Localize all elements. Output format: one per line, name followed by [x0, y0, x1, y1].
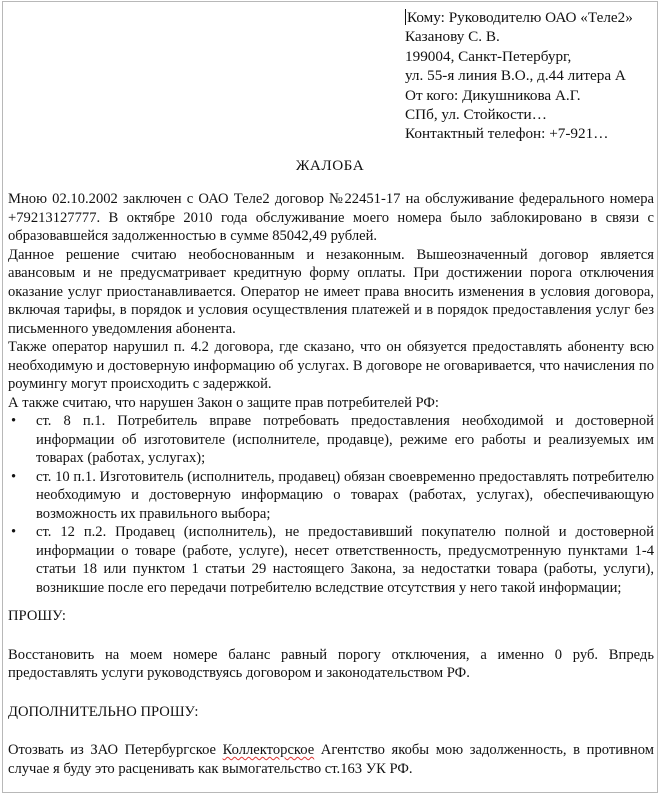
bullet-icon: • — [11, 524, 17, 540]
paragraph-contract: Мною 02.10.2002 заключен с ОАО Теле2 договор №22451-17 на обслуживание федерального номера +79213127777. В октябре 2010 года обслуживание моего номера было заблокировано в связи с образовавшейся задолженностью в сумме 85042,49 рублей. — [8, 191, 654, 244]
list-item — [8, 468, 654, 524]
list-item-text: ст. 8 п.1. Потребитель вправе потребовать предоставления необходимой и достоверной информации об изготовителе (исполнителе, продавце), режиме его работы и реализуемых им товарах (работах, услугах); — [36, 413, 654, 466]
list-item-text: ст. 12 п.2. Продавец (исполнитель), не предоставивший покупателю полной и достоверной информации о товаре (работе, услуге), несет ответственность, предусмотренную пунктами 1-4 статьи 18 или пунктом 1 статьи 29 настоящего Закона, за недостатки товара (работы, услуги), возникшие после его передачи потребителю вследствие отсутствия у него такой информации; — [36, 524, 654, 596]
addressee-street: ул. 55-я линия В.О., д.44 литера А — [405, 67, 626, 85]
sender-address: СПб, ул. Стойкости… — [405, 106, 547, 124]
list-item — [8, 412, 654, 468]
paragraph-decision: Данное решение считаю необоснованным и незаконным. Вышеозначенный договор является авансовым и не предусматривает кредитную форму оплаты. При достижении порога отключения оказание услуг приостанавливается. Оператор не имеет права вносить изменения в условия договора, включая тарифы, в порядок и условия осуществления платежей и в порядок предоставления услуг без письменного уведомления абонента. — [8, 246, 654, 337]
additional-request-heading: ДОПОЛНИТЕЛЬНО ПРОШУ: — [8, 703, 199, 720]
addressee-postal-city: 199004, Санкт-Петербург, — [405, 47, 572, 65]
document-body — [8, 190, 654, 778]
document-title: ЖАЛОБА — [295, 157, 365, 174]
sender-phone: Контактный телефон: +7-921… — [405, 125, 609, 143]
text-cursor — [405, 9, 406, 25]
additional-request-text: Отозвать из ЗАО Петербургское Коллекторское Агентство якобы мою задолженность, в противном случае я буду это расценивать как вымогательство ст.163 УК РФ. — [8, 742, 655, 777]
list-item — [8, 523, 654, 597]
addressee-block — [405, 8, 655, 144]
bullet-icon: • — [11, 468, 17, 485]
paragraph-violation: Также оператор нарушил п. 4.2 договора, где сказано, что он обязуется предоставлять абоненту всю необходимую и достоверную информацию об услугах. В договоре не оговаривается, что начисления по роумингу могут происходить с задержкой. — [8, 339, 654, 392]
addressee-name: Казанову С. В. — [405, 28, 500, 46]
bullet-icon: • — [11, 413, 17, 429]
paragraph-law: А также считаю, что нарушен Закон о защите прав потребителей РФ: — [8, 394, 439, 411]
misspelled-word: Коллекторское — [222, 742, 315, 758]
document-page — [2, 1, 658, 793]
sender-line: От кого: Дикушникова А.Г. — [405, 86, 581, 104]
request-text: Восстановить на моем номере баланс равный порогу отключения, а именно 0 руб. Впредь предоставлять услуги руководствуясь договором и законодательством РФ. — [8, 646, 654, 681]
request-heading: ПРОШУ: — [8, 608, 66, 624]
addressee-line: Кому: Руководителю ОАО «Теле2» — [407, 9, 633, 26]
list-item-text: ст. 10 п.1. Изготовитель (исполнитель, продавец) обязан своевременно предоставлять потребителю необходимую и достоверную информацию о товарах (работах, услугах), обеспечивающую возможность их правильного выбора; — [36, 468, 654, 522]
